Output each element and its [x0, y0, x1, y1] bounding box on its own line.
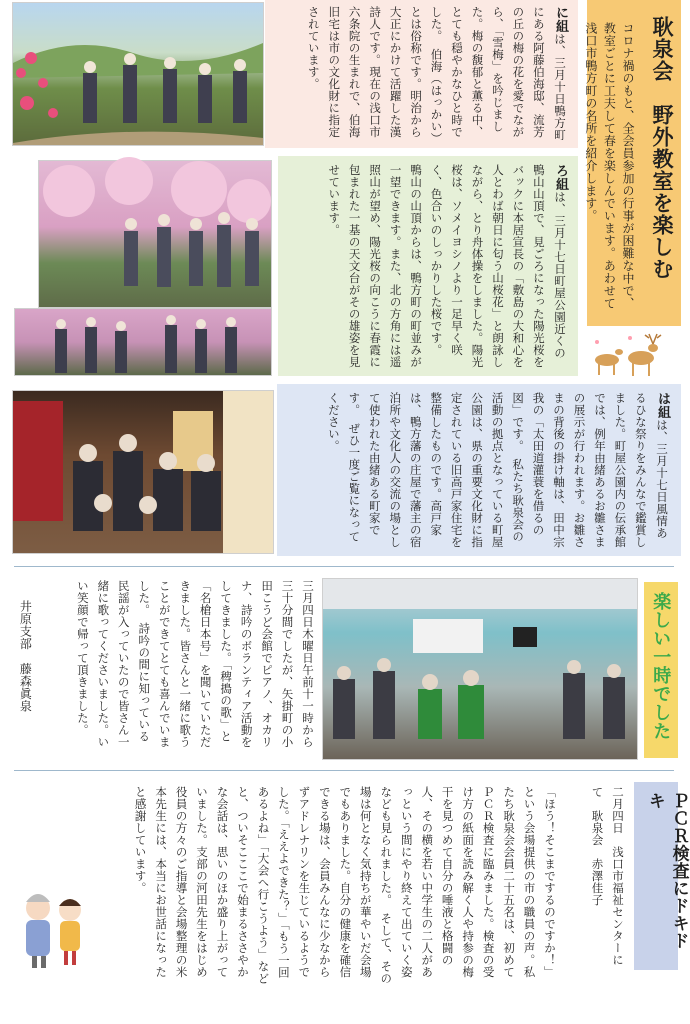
pcr-title: ＰＣＲ検査にドキドキ [644, 792, 689, 950]
concert-text: 三月四日木曜日午前十一時から三十分間でしたが、矢掛町の小田こうど会館でピアノ、オカリナ、詩吟のボランティア活動をしてきました。「稗搗の歌」と「名槍日本号」を聞いていただきました。皆さんと一緒に歌うことができてとても喜んでいました。 詩吟の間に知っている民謡が入っていたので皆さん一緒に歌ってくださいました。い い笑顔で帰って頂きました。 [75, 580, 315, 748]
concert-signature: 井原支部 藤森眞泉 [18, 600, 33, 713]
hina-doll-photo [12, 390, 274, 554]
deer-illustration [585, 330, 665, 380]
concert-side-title-box [644, 582, 678, 758]
plum-garden-photo [12, 2, 264, 146]
title-box [583, 0, 681, 326]
ro-group-label: ろ組 [553, 164, 568, 191]
ni-group-text: は、三月十日鴨方町にある阿藤伯海邸、流芳の丘の梅の花を愛でながら、「雪梅」を吟じました。梅の馥郁と薫る中、とても穏やかなひと時でした。 伯海（はっかい）とは俗称です。明治から大正にかけて活躍した漢詩人です。現在の浅口市六条院の生まれで、伯海旧宅は市の文化財に指定されています。 [306, 6, 567, 141]
pcr-article [96, 786, 560, 986]
section-divider-2 [14, 770, 674, 771]
cherry-blossom-photo-1 [38, 160, 272, 308]
concert-side-title: 楽しい一時でした [650, 592, 672, 740]
ha-group-label: は組 [655, 392, 670, 419]
ro-group-article [284, 164, 572, 370]
page-title: 耿泉会 野外教室を楽しむ [650, 16, 674, 280]
ha-group-article [284, 392, 674, 550]
ni-group-article [272, 6, 572, 142]
concert-article [60, 580, 318, 750]
pcr-text: 「ほう！そこまでするのですか！」という会場提供の市の職員の声。私たち耿泉会会員二十五名は、初めてＰＣＲ検査に臨みました。検査の受け方の紙面を読み解く人や持参の梅干を見つめて自分の唾液と格闘の人、その横を若い中学生の二人があっという間にやり終えて出ていく姿なども見られました。 そして、その場は何となく気持ちが華やいだ会場でもありました。自分の健康を確信できる場は、会員みんなに少なからずアドレナリンを生じているようでした。「ええよできた？」「もう一回あるよね」「大会へ行こうよう」などと、ついそこここで始まるささやかな会話は、思いのほか盛り上がっていました。支部の河田先生をはじめ役員の方々のご指導と会場整理の米本先生には、本当にお世話になったと感謝しています。 [133, 786, 557, 985]
hall-concert-photo [322, 578, 638, 760]
section-divider-1 [14, 566, 674, 567]
cherry-blossom-photo-2 [14, 308, 272, 376]
lead-text: コロナ禍のもと、全会員参加の行事が困難な中で、教室ごとに工夫して春を楽しんでいます。あわせて浅口市鴨方町の名所を紹介します。 [583, 22, 635, 310]
ha-group-text: は、三月十七日風情あるひな祭りをみんなで鑑賞しました。町屋公園内の伝承館では、例年由緒あるお雛さまの展示が行われます。お雛さまの背後の掛け軸は、田中宗我の「太田道灌蓑を借るの図」です。 私たち耿泉会の活動の拠点となっている町屋公園は、県の重要文化財に指定されている旧高戸家住宅を整備したものです。高戸家は、鴨方藩の庄屋で藩主の宿泊所や文化人の交流の場として使われた由緒ある町家です。 ぜひ一度ご覧になってください。 [326, 392, 669, 548]
pcr-meta: 二月四日 浅口市福祉センターにて 耿泉会 赤澤佳子 [590, 786, 625, 966]
pcr-title-box [634, 782, 689, 970]
grandparent-child-illustration [12, 880, 92, 970]
ni-group-label: に組 [553, 6, 568, 33]
ro-group-text: は、三月十七日町屋公園近くの鴨山山頂で、見ごろになった陽光桜をバックに本居宣長の「敷島の大和心を人とわば朝日に匂う山桜花」と朗詠しながら、とり舟体操をしました。陽光桜は、ソメイヨシノより一足早く咲く、色合いのしっかりした桜です。 鴨山の山頂からは、鴨方町の町並みが一望できます。また、北の方角には遥照山が望め、陽光桜の向こうに春霞に包まれた一基の天文台がその雄姿を見せています。 [327, 164, 567, 368]
